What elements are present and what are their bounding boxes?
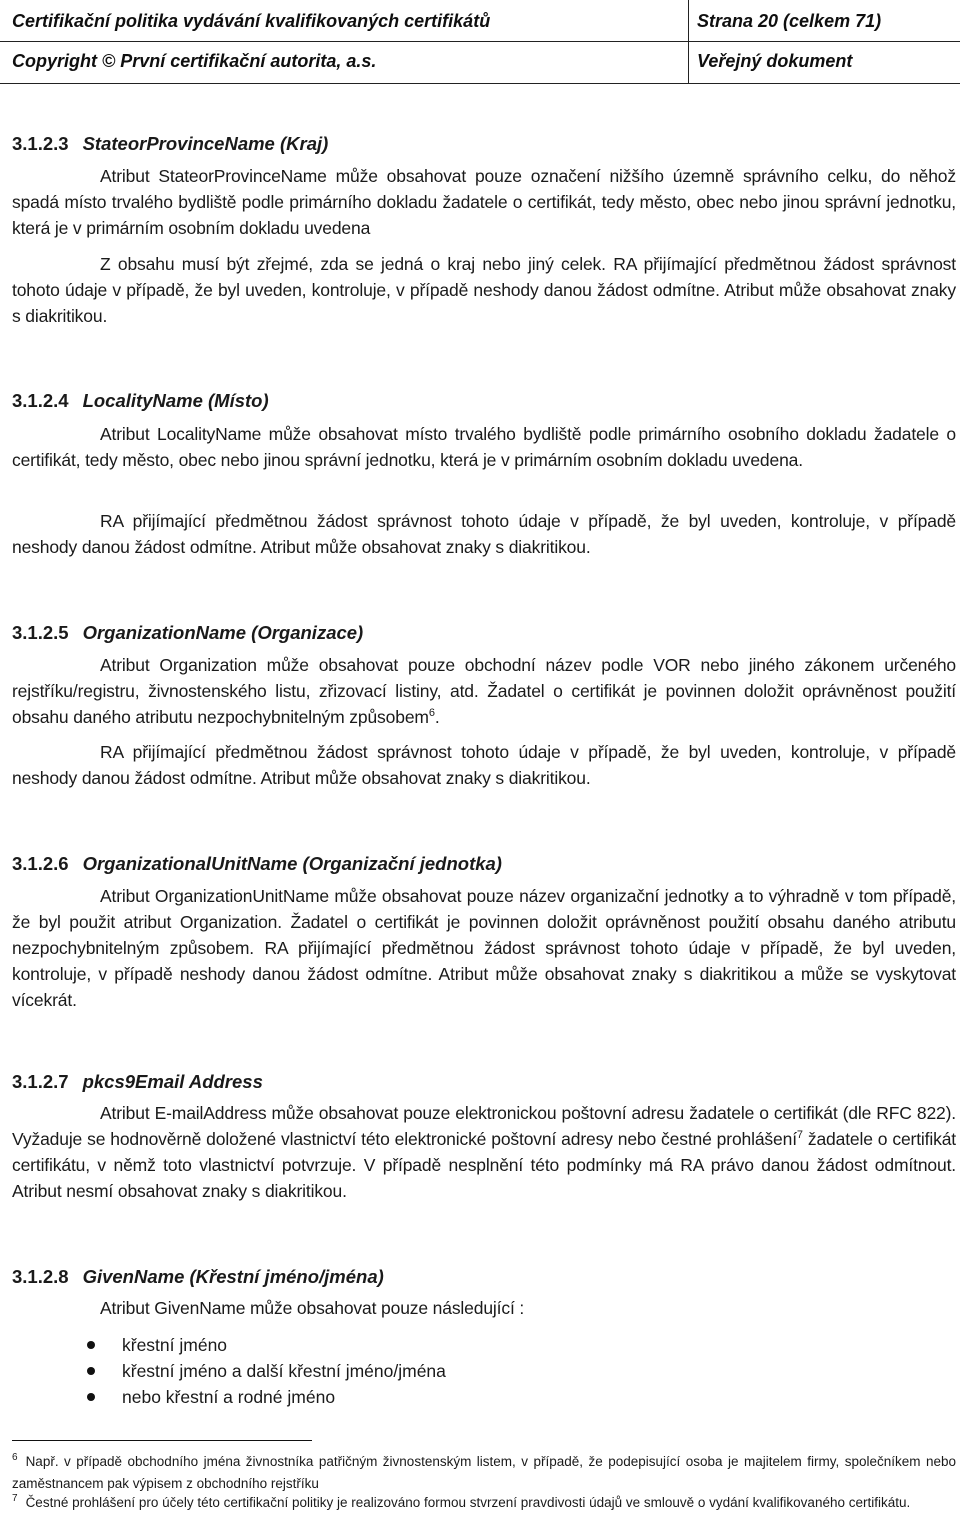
paragraph: Z obsahu musí být zřejmé, zda se jedná o kraj nebo jiný celek. RA přijímající předmětnou žádost správnost tohoto údaje v případě, že byl uveden, kontroluje, v případě neshody danou žádost odmítne. Atribut může obsahovat znaky s diakritikou. [12,254,956,326]
footnote-text: Např. v případě obchodního jména živnostníka patřičným živnostenským listem, v případě, že podepisující osoba je majitelem firmy, společníkem nebo zaměstnancem pak výpisem z obchodního rejstříku [12,1454,956,1491]
paragraph: Atribut OrganizationUnitName může obsahovat pouze název organizační jednotky a to výhradně v tom případě, že byl použit atribut Organization. Žadatel o certifikát je povinnen doložit oprávněnost použití obsahu daného atributu nezpochybnitelným způsobem. RA přijímající předmětnou žádost správnost tohoto údaje v případě, že byl uveden, kontroluje, v případě neshody danou žádost odmítne. Atribut může obsahovat znaky s diakritikou a může se vyskytovat vícekrát. [12,886,956,1010]
section-title: LocalityName (Místo) [82,390,269,411]
section-number: 3.1.2.8 [12,1266,69,1287]
paragraph: RA přijímající předmětnou žádost správnost tohoto údaje v případě, že byl uveden, kontroluje, v případě neshody danou žádost odmítne. Atribut může obsahovat znaky s diakritikou. [12,742,956,788]
footnote-number: 6 [12,1452,18,1463]
page-header [0,0,960,84]
list-item [84,1332,446,1358]
footnote [12,1493,956,1515]
section-title: pkcs9Email Address [82,1071,263,1092]
section-heading-givenname [12,1266,384,1288]
section-number: 3.1.2.3 [12,133,69,154]
paragraph: Atribut StateorProvinceName může obsahovat pouze označení nižšího územně správního celku, do něhož spadá místo trvalého bydliště podle primárního dokladu žadatele o certifikát, tedy město, obec nebo jinou správní jednotku, která je v primárním osobním dokladu uvedena [12,166,956,238]
section-heading-pkcs9email [12,1071,263,1093]
copyright-notice: Copyright © První certifikační autorita, a.s. [12,51,377,71]
bullet-icon [87,1393,95,1401]
section-number: 3.1.2.7 [12,1071,69,1092]
paragraph: Atribut LocalityName může obsahovat místo trvalého bydliště podle primárního osobního dokladu žadatele o certifikát, tedy město, obec nebo jinou správní jednotku, která je v primárním osobním dokladu uvedena. [12,424,956,470]
list-item [84,1384,446,1410]
footnote-reference: 6 [428,707,435,720]
section-heading-organizationalunitname [12,853,502,875]
section-number: 3.1.2.4 [12,390,69,411]
header-divider [0,41,960,42]
footnote-reference: 7 [796,1129,803,1142]
bullet-icon [87,1367,95,1375]
list-item [84,1358,446,1384]
list-item-text: křestní jméno a další křestní jméno/jména [122,1361,446,1381]
section-number: 3.1.2.5 [12,622,69,643]
document-classification: Veřejný dokument [697,51,853,71]
document-title: Certifikační politika vydávání kvalifikovaných certifikátů [12,11,491,31]
section-heading-organizationname [12,622,363,644]
paragraph [12,1100,956,1204]
header-column-divider [688,0,689,83]
footnote-separator [12,1440,312,1441]
section-title: OrganizationName (Organizace) [82,622,364,643]
paragraph: Atribut GivenName může obsahovat pouze následující : [100,1298,525,1318]
section-heading-stateorprovincename [12,133,328,155]
paragraph: RA přijímající předmětnou žádost správnost tohoto údaje v případě, že byl uveden, kontroluje, v případě neshody danou žádost odmítne. Atribut může obsahovat znaky s diakritikou. [12,511,956,557]
list-item-text: křestní jméno [122,1335,228,1355]
given-name-options-list [84,1332,446,1410]
footnote-text: Čestné prohlášení pro účely této certifikační politiky je realizováno formou stvrzení pravdivosti údajů ve smlouvě o vydání kvalifikovaného certifikátu. [25,1495,911,1510]
section-title: GivenName (Křestní jméno/jména) [82,1266,384,1287]
paragraph-text-end: . [434,707,440,727]
section-title: StateorProvinceName (Kraj) [82,133,329,154]
paragraph-text-cont: žadatele o certifikát certifikátu, v němž toto vlastnictví potvrzuje. V případě nesplnění této podmínky má RA právo danou žádost odmítnout. Atribut nesmí obsahovat znaky s diakritikou. [12,1129,957,1201]
footnote-number: 7 [12,1493,18,1504]
section-heading-localityname [12,390,269,412]
list-item-text: nebo křestní a rodné jméno [122,1387,336,1407]
page-number: Strana 20 (celkem 71) [697,11,882,31]
section-number: 3.1.2.6 [12,853,69,874]
section-title: OrganizationalUnitName (Organizační jednotka) [82,853,502,874]
bullet-icon [87,1341,95,1349]
footnote [12,1452,956,1494]
paragraph [12,652,956,730]
paragraph-text: Atribut E-mailAddress může obsahovat pouze elektronickou poštovní adresu žadatele o certifikát (dle RFC 822). Vyžaduje se hodnověrně doložené vlastnictví této elektronické poštovní adresy nebo čestné prohlášení [12,1103,956,1149]
paragraph-text: Atribut Organization může obsahovat pouze obchodní název podle VOR nebo jiného zákonem určeného rejstříku/registru, živnostenského listu, zřizovací listiny, atd. Žadatel o certifikát je povinnen doložit oprávněnost použití obsahu daného atributu nezpochybnitelným způsobem [12,655,956,727]
